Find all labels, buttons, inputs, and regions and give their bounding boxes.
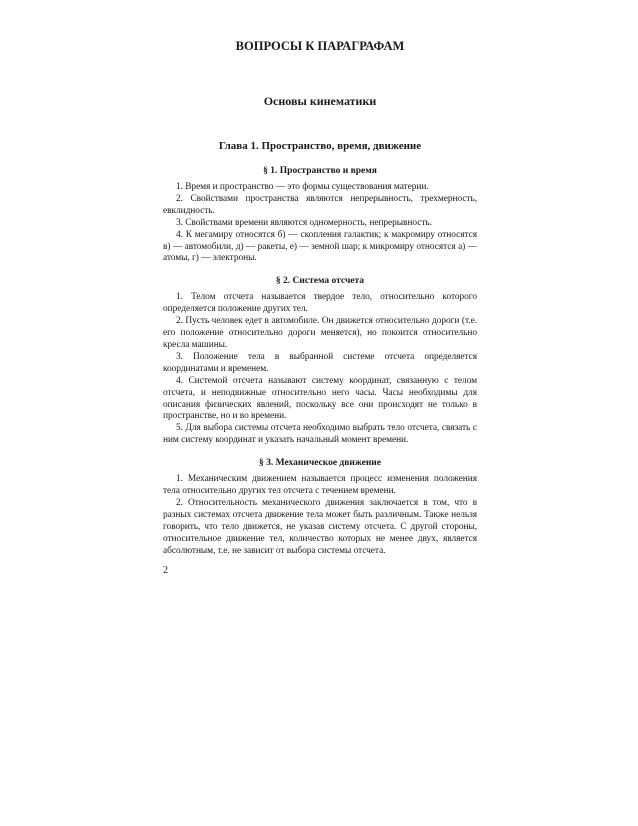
chapter-title: Глава 1. Пространство, время, движение	[218, 140, 422, 152]
paragraph: 1. Телом отсчета называется твердое тело, относительно которого определяется положение других тел.	[163, 292, 477, 315]
section-heading: § 2. Система отсчета	[275, 276, 365, 287]
document-page	[163, 38, 477, 577]
section-3	[163, 457, 477, 557]
page-title: ВОПРОСЫ К ПАРАГРАФАМ	[235, 39, 405, 53]
paragraph: 1. Время и пространство — это формы существования материи.	[176, 182, 429, 192]
page-number: 2	[163, 565, 168, 577]
section-heading: § 3. Механическое движение	[259, 458, 381, 469]
paragraph: 3. Свойствами времени являются одномерность, непрерывность.	[176, 217, 432, 228]
part-title: Основы кинематики	[263, 94, 377, 108]
paragraph: 2. Пусть человек едет в автомобиле. Он движется относительно дороги (т.е. его положение относительно дороги меняется), но покоится относительно кресла машины.	[163, 316, 477, 350]
paragraph: 5. Для выбора системы отсчета необходимо выбрать тело отсчета, связать с ним систему координат и указать начальный момент времени.	[163, 423, 477, 446]
section-1	[163, 165, 477, 265]
paragraph: 2. Свойствами пространства являются непрерывность, трехмерность, евклидность.	[163, 193, 477, 216]
paragraph: 1. Механическим движением называется процесс изменения положения тела относительно других тел отсчета с течением времени.	[163, 474, 477, 497]
paragraph: 4. Системой отсчета называют систему координат, связанную с телом отсчета, и неподвижные относительно него часы. Часы необходимы для описания физических явлений, поскольку все они происходят не только в пространстве, но и во времени.	[163, 375, 477, 422]
section-2	[163, 275, 477, 447]
paragraph: 4. К мегамиру относятся б) — скопления галактик; к макромиру относятся в) — автомобили, д) — ракеты, е) — земной шар; к микромиру относятся а) — атомы, г) — электроны.	[163, 229, 477, 264]
paragraph: 3. Положение тела в выбранной системе отсчета определяется координатами и временем.	[163, 351, 477, 374]
section-heading: § 1. Пространство и время	[263, 166, 377, 176]
paragraph: 2. Относительность механического движения заключается в том, что в разных системах отсчета движение тела может быть различным. Также нельзя говорить, что тело движется, не указав систему отсчета. С другой стороны, относительное движение тел, количество которых не менее двух, является абсолютным, т.е. не зависит от выбора системы отсчета.	[163, 497, 477, 556]
